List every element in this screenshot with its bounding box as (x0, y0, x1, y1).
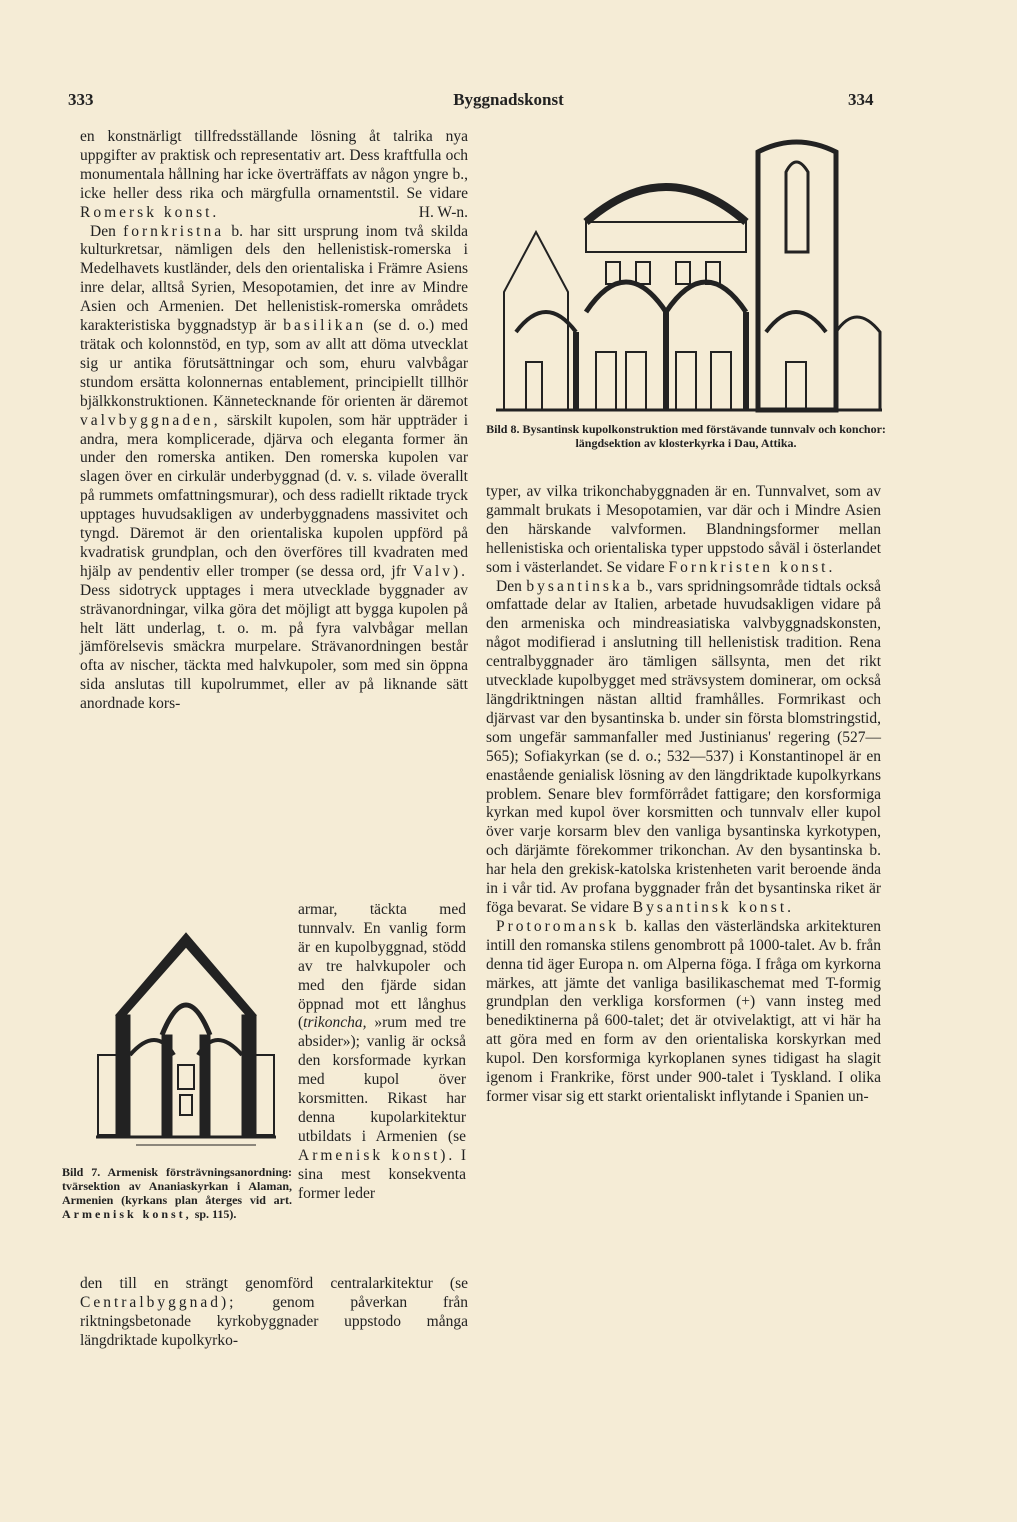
left-column-wrap-text: armar, täckta med tunnvalv. En vanlig form är en kupolbyggnad, stödd av tre halvkupoler och med den fjärde sidan öppnad mot ett långhus (trikoncha, »rum med tre absider»); vanlig är också den korsformade kyrkan med kupol över korsmitten. Rikast har denna kupolarkitektur utbildats i Armenien (se Armenisk konst). I sina mest konsekventa former leder (298, 901, 466, 1202)
cross-reference: basilikan (283, 317, 367, 335)
paragraph-fornkristna: Den fornkristna b. har sitt ursprung inom två skilda kulturkretsar, nämligen dels den hellenistisk-romerska i Medelhavets kustländer, dels den orientaliska i Främre Asiens inre delar, alltså Syrien, Mesopotamien, det inre av Mindre Asien och Armenien. Det hellenistisk-romerska områdets karakteristiska byggnadstyp är basilikan (se d. o.) med trätak och kolonnstöd, en typ, som av allt att döma utvecklat sig ur antika förutsättningar och som, ehuru valvbågar stundom ersätta kolonnernas entablement, principiellt tillhör bjälkkonstruktionen. Kännetecknande för orienten är däremot valvbyggnaden, särskilt kupolen, som här uppträder i andra, mera komplicerade, djärva och eleganta former än under den romerska antiken. Den romerska kupolen var slagen över en cirkulär underbyggnad (d. v. s. vilade överallt på rummets omfattningsmurar), och dess radiellt riktade tryck upptages huvudsakligen av underbyggnadens massivitet och tyngd. Däremot är den orientaliska kupolen uppförd på kvadratisk grundplan, och den överföres till kvadraten med hjälp av pendentiv eller tromper (se dessa ord, jfr Valv). Dess sidotryck upptages i mera utvecklade byggnader av strävanordningar, vilka göra det möjligt att bygga kupolen på helt lätt underlag, t. o. m. på fyra valvbågar mellan jämförelsevis smäckra murpelare. Strävanordningen består ofta av nischer, täckta med halvkupoler, som med sin öppna sida anslutas till kupolrummet, eller av på liknande sätt anordnade kors- (80, 222, 469, 713)
term-trikoncha: trikoncha, (303, 1014, 367, 1032)
paragraph-bysantinska: Den bysantinska b., vars spridningsområde tidtals också omfattade delar av Italien, arbetade huvudsakligen vidare på den armeniska och mindreasiatiska valvbyggnadskonsten, något modifierad i anslutning till hellenistisk tradition. Rena centralbyggnader äro tämligen sällsynta, men det rikt utvecklade kupolbygget med strävsystem dominerar, om också längdriktningen nästan alltid framhålles. Formrikast och djärvast var den bysantinska b. under sin första blomstringstid, som ungefär sammanfaller med Justinianus' regering (527—565); Sofiakyrkan (se d. o.; 532—537) i Konstantinopel är en enastående genialisk lösning av den längdriktade kupolkyrkans problem. Senare blev formförrådet fattigare; den korsformiga kyrkan med kupol över korsmitten och tunnvalv eller kupol över varje korsarm blev den vanliga bysantinska kyrkotypen, och därjämte förekommer trikonchan. Av den bysantinska b. har hela den grekisk-katolska kristenheten varit beroende ända in i vår tid. Av profana byggnader från det bysantinska riket är föga bevarat. Se vidare Bysantinsk konst. (486, 577, 882, 916)
figure-7-label: Bild 7. (62, 1165, 101, 1179)
figure-8-drawing (496, 132, 882, 414)
figure-8-label: Bild 8. (486, 422, 520, 436)
figure-7-caption: Bild 7. Armenisk försträvningsanordning: tvärsektion av Ananiaskyrkan i Alaman, Armenien (kyrkans plan återges vid art. Armenisk konst, sp. 115). (62, 1165, 292, 1221)
cross-reference: Centralbyggnad); (80, 1293, 237, 1311)
figure-8-caption: Bild 8. Bysantinsk kupolkonstruktion med förstävande tunnvalv och konchor: längdsektion av klosterkyrka i Dau, Attika. (486, 422, 886, 450)
term-bysantinska: bysantinska (526, 577, 633, 595)
paragraph-typer: typer, av vilka trikonchabyggnaden är en. Tunnvalvet, som av gammalt brukats i Mesopotamien, var där och i Mindre Asien den härskande valvformen. Blandningsformer mellan hellenistiska och orientaliska typer uppstodo såväl i österlandet som i västerlandet. Se vidare Fornkristen konst. (486, 483, 881, 576)
page-number-right: 334 (848, 90, 874, 109)
cross-reference: Fornkristen konst. (668, 558, 836, 576)
cross-reference: Romersk konst. (80, 203, 220, 221)
page-number-left: 333 (68, 90, 94, 109)
cross-reference: Valv). (412, 562, 469, 580)
right-column (486, 483, 881, 1107)
term-protoromansk: Protoromansk (496, 917, 619, 935)
running-title: Byggnadskonst (453, 90, 564, 109)
cross-reference: Armenisk konst). (298, 1146, 456, 1164)
paragraph-protoromansk: Protoromansk b. kallas den västerländska arkitekturen intill den romanska stilens genombrott på 1000-talet. Av b. från denna tid äger Europa n. om Alperna föga. I fråga om kyrkorna märkes, att jämte det vanliga basilikaschemat med T-formig grundplan den verkliga korsformen (+) vann insteg med benediktinerna på 600-talet; det är otvivelaktigt, att vi här ha att göra med en form av den orientaliska korskyrkan med kupol. Den korsformiga kyrkoplanen synes tidigast ha slagit igenom i Frankrike, först under 900-talet i Tyskland. I olika former visar sig ett starkt orientaliskt inflytande i Spanien un- (486, 917, 881, 1105)
author-signature: H. W-n. (418, 203, 468, 221)
figure-7-drawing (96, 915, 276, 1155)
cross-reference: Armenisk konst, (62, 1207, 192, 1221)
left-column (80, 128, 468, 714)
term-valvbyggnaden: valvbyggnaden, (80, 411, 221, 429)
term-fornkristna: fornkristna (123, 222, 225, 240)
paragraph-roman: en konstnärligt tillfredsställande lösning åt talrika nya uppgifter av praktisk och representativ art. Dess kraftfulla och monumentala hållning har icke överträffats av någon yngre b., icke heller dess rika och märgfulla ornamentstil. Se vidare Romersk konst. H. W-n. (80, 128, 468, 221)
cross-reference: Bysantinsk konst. (632, 898, 794, 916)
left-column-tail: den till en strängt genomförd centralarkitektur (se Centralbyggnad); genom påverkan från riktningsbetonade kyrkobyggnader uppstodo många längdriktade kupolkyrko- (80, 1275, 468, 1349)
